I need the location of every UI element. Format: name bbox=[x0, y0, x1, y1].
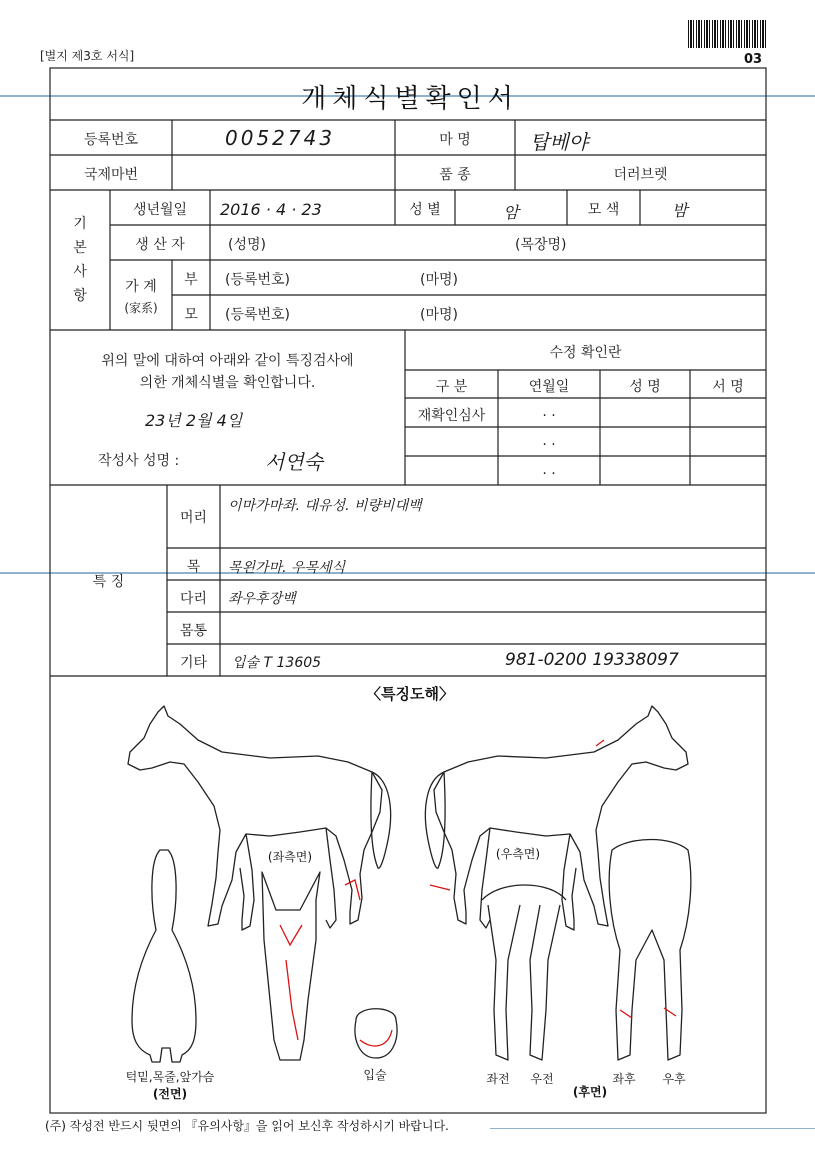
feature-body-label: 몸통 bbox=[179, 623, 208, 639]
document-title: 개체식별확인서 bbox=[301, 84, 519, 114]
intl-no-label: 국제마번 bbox=[83, 167, 139, 183]
basic-label-char: 기 bbox=[73, 216, 87, 232]
pedigree-label: 가 계 bbox=[125, 279, 157, 295]
col-signature: 서 명 bbox=[712, 379, 744, 395]
breed-value: 더러브렛 bbox=[613, 167, 668, 183]
col-name: 성 명 bbox=[629, 379, 661, 395]
feature-neck-value: 목왼가마. 우목세식 bbox=[228, 560, 346, 576]
dam-label: 모 bbox=[184, 307, 198, 323]
recheck-label: 재확인심사 bbox=[417, 408, 486, 424]
feature-other-label: 기타 bbox=[179, 655, 208, 671]
feature-other-value: 입술 T 13605 bbox=[232, 655, 322, 671]
col-date: 연월일 bbox=[528, 379, 570, 395]
sire-name-hint: (마명) bbox=[420, 272, 458, 288]
pedigree-hanja: (家系) bbox=[124, 301, 158, 315]
statement-line-2: 의한 개체식별을 확인합니다. bbox=[139, 375, 316, 391]
front-legs-view bbox=[482, 885, 566, 1060]
basic-label-char: 항 bbox=[73, 288, 87, 304]
marking-lip bbox=[360, 1030, 392, 1046]
left-front-label: 좌전 bbox=[486, 1072, 510, 1086]
scan-line-bottom bbox=[490, 1128, 815, 1129]
birth-value: 2016 · 4 · 23 bbox=[220, 200, 322, 219]
front-view-horse bbox=[132, 850, 196, 1062]
feature-other-extra: 981-0200 19338097 bbox=[505, 650, 679, 670]
horse-name-label: 마 명 bbox=[439, 132, 471, 148]
lip-label: 입술 bbox=[363, 1068, 387, 1082]
front-caption: 턱밑,목줄,앞가슴 bbox=[125, 1070, 215, 1084]
right-side-horse bbox=[425, 706, 688, 930]
marking-head-blaze bbox=[280, 925, 302, 1040]
left-side-horse bbox=[128, 706, 391, 930]
marking-right-leg bbox=[430, 885, 450, 890]
basic-label-char: 사 bbox=[73, 264, 87, 280]
date-dots-2: . . bbox=[542, 433, 556, 449]
right-rear-label: 우후 bbox=[662, 1072, 686, 1086]
head-front-view bbox=[262, 872, 320, 1060]
breed-label: 품 종 bbox=[439, 167, 471, 183]
issue-date: 23년 2월 4일 bbox=[145, 411, 243, 430]
right-front-label: 우전 bbox=[530, 1072, 554, 1086]
dam-reg-hint: (등록번호) bbox=[225, 307, 291, 323]
marking-rear-legs bbox=[620, 1008, 676, 1018]
front-view-label: (전면) bbox=[152, 1087, 188, 1101]
footer-note: (주) 작성전 반드시 뒷면의 『유의사항』을 읽어 보신후 작성하시기 바랍니다. bbox=[45, 1119, 449, 1133]
dam-name-hint: (마명) bbox=[420, 307, 458, 323]
sex-label: 성 별 bbox=[409, 202, 441, 218]
form-label: [별지 제3호 서식] bbox=[40, 49, 135, 63]
writer-label: 작성사 성명 : bbox=[98, 453, 180, 469]
birth-label: 생년월일 bbox=[132, 202, 188, 218]
rear-view-label: (후면) bbox=[572, 1085, 608, 1099]
horse-name-value: 탑베야 bbox=[530, 130, 588, 154]
sex-value: 암 bbox=[503, 203, 519, 222]
statement-line-1: 위의 말에 대하여 아래와 같이 특징검사에 bbox=[101, 353, 354, 369]
feature-neck-label: 목 bbox=[186, 559, 201, 575]
right-side-label: (우측면) bbox=[495, 847, 541, 861]
reg-no-value: 0052743 bbox=[225, 126, 336, 150]
basic-label-char: 본 bbox=[73, 240, 87, 256]
farm-name-hint: (목장명) bbox=[515, 237, 567, 253]
feature-head-value: 이마가마좌. 대유성. 비량비대백 bbox=[228, 498, 422, 514]
rear-view-horse bbox=[609, 840, 691, 1061]
features-label: 특 징 bbox=[92, 574, 125, 590]
date-dots-1: . . bbox=[542, 404, 556, 420]
page-number: 03 bbox=[744, 52, 763, 67]
left-rear-label: 좌후 bbox=[612, 1072, 636, 1086]
color-value: 밤 bbox=[672, 201, 688, 220]
feature-head-label: 머리 bbox=[179, 510, 208, 526]
marking-neck-right bbox=[596, 740, 604, 746]
date-dots-3: . . bbox=[542, 462, 556, 478]
color-label: 모 색 bbox=[587, 202, 620, 218]
feature-leg-value: 좌우후장백 bbox=[228, 591, 296, 607]
sire-label: 부 bbox=[184, 272, 198, 288]
correction-title: 수정 확인란 bbox=[549, 345, 622, 361]
sire-reg-hint: (등록번호) bbox=[225, 272, 291, 288]
breeder-name-hint: (성명) bbox=[228, 237, 266, 253]
diagram-title: 〈특징도해〉 bbox=[366, 685, 454, 703]
col-category: 구 분 bbox=[435, 379, 468, 395]
feature-leg-label: 다리 bbox=[179, 591, 208, 607]
reg-no-label: 등록번호 bbox=[83, 132, 139, 148]
breeder-label: 생 산 자 bbox=[135, 237, 185, 253]
writer-signature: 서연숙 bbox=[265, 450, 323, 474]
left-side-label: (좌측면) bbox=[267, 850, 313, 864]
